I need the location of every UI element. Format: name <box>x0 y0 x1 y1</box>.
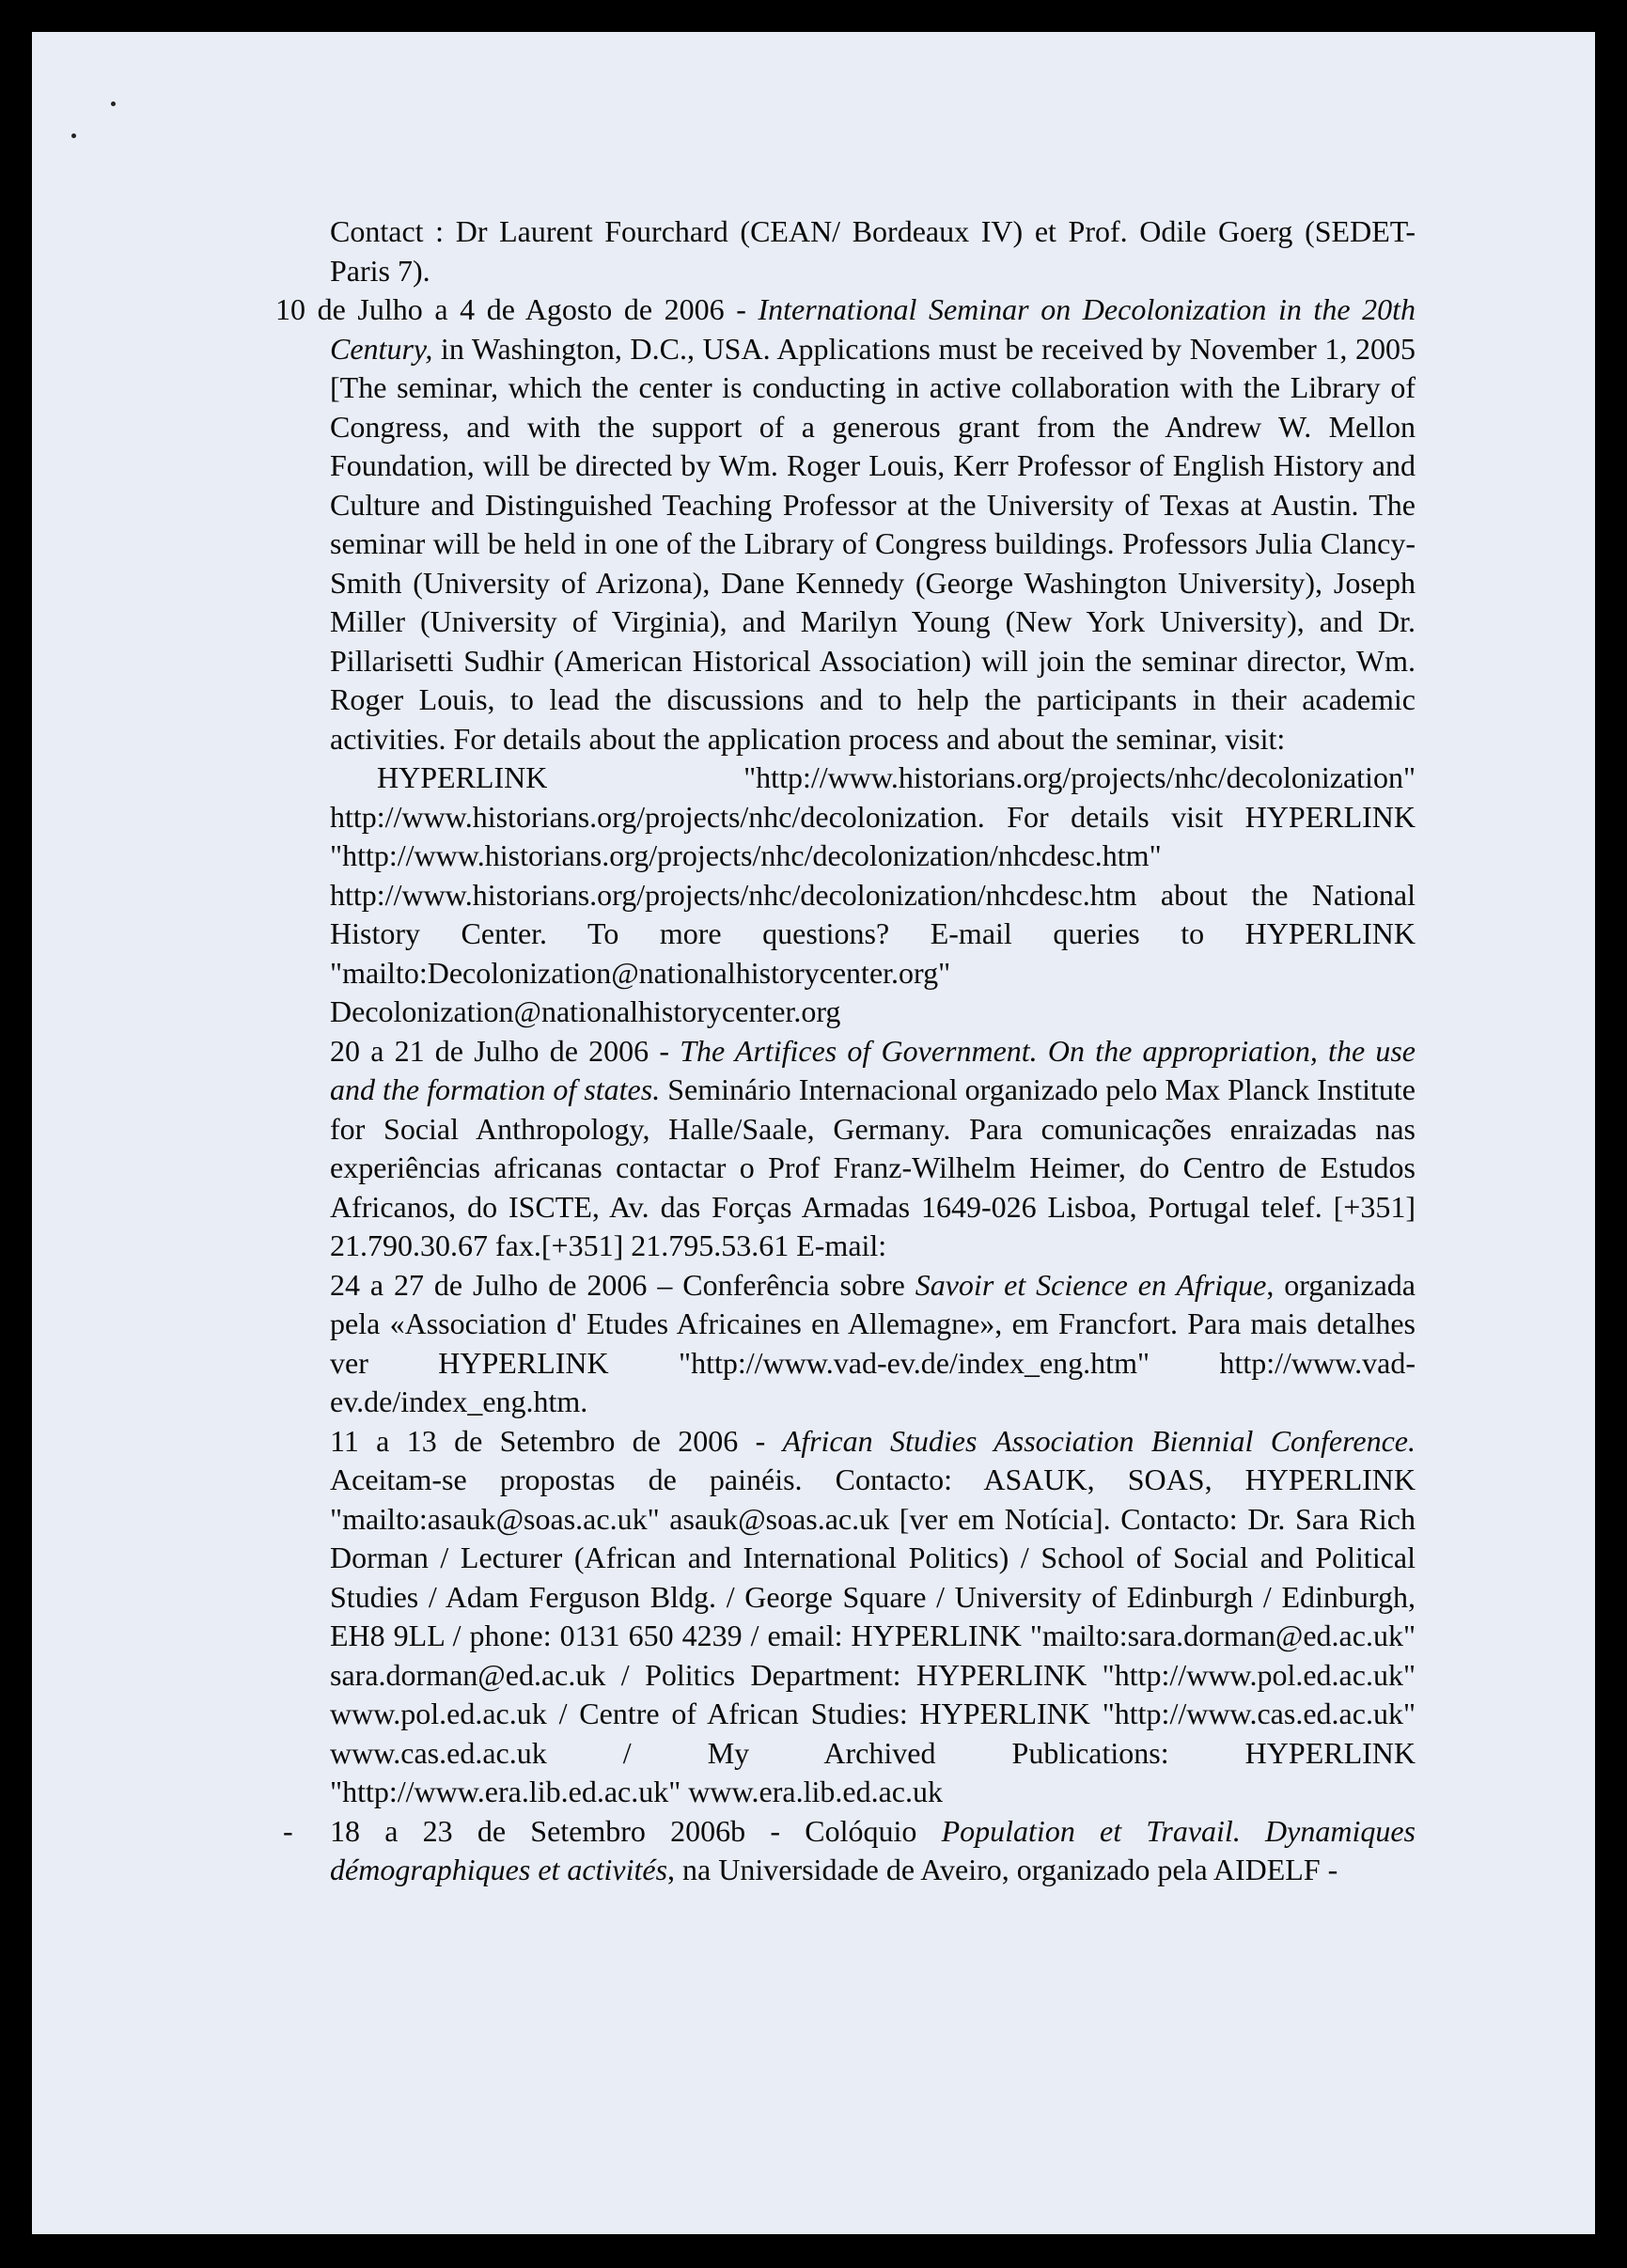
event-population-et-travail <box>283 1812 1416 1890</box>
contact-text: Contact : Dr Laurent Fourchard (CEAN/ Bordeaux IV) et Prof. Odile Goerg (SEDET-Paris 7). <box>330 214 1416 288</box>
event-savoir-et-science <box>330 1266 1416 1422</box>
event-description: , organizada pela «Association d' Etudes Africaines en Allemagne», em Francfort. Para mais detalhes ver HYPERLINK "http://www.vad-ev.de/index_eng.htm" http://www.vad-ev.de/index_eng.htm. <box>330 1267 1416 1418</box>
document-body <box>275 212 1416 1890</box>
list-dash: - <box>283 1813 293 1848</box>
event-asa-biennial-conference <box>330 1422 1416 1812</box>
event-title: Savoir et Science en Afrique <box>915 1267 1267 1302</box>
event-title: International Seminar on Decolonization in the 20th Century, <box>330 292 1416 366</box>
event-date: 20 a 21 de Julho de 2006 - <box>330 1033 681 1068</box>
event-title: The Artifices of Government. On the appropriation, the use and the formation of states. <box>330 1033 1416 1106</box>
event-date: 18 a 23 de Setembro 2006b - Colóquio <box>330 1813 942 1848</box>
event-artifices-of-government <box>330 1032 1416 1266</box>
event-date: 10 de Julho a 4 de Agosto de 2006 - <box>275 292 759 326</box>
event-decolonization-seminar <box>275 290 1416 759</box>
event-date: 24 a 27 de Julho de 2006 – Conferência sobre <box>330 1267 915 1302</box>
event-description: Aceitam-se propostas de painéis. Contacto: ASAUK, SOAS, HYPERLINK "mailto:asauk@soas.ac.uk" asauk@soas.ac.uk [ver em Notícia]. Contacto: Dr. Sara Rich Dorman / Lecturer (African and International Politics) / School of Social and Political Studies / Adam Ferguson Bldg. / George Square / University of Edinburgh / Edinburgh, EH8 9LL / phone: 0131 650 4239 / email: HYPERLINK "mailto:sara.dorman@ed.ac.uk" sara.dorman@ed.ac.uk / Politics Department: HYPERLINK "http://www.pol.ed.ac.uk" www.pol.ed.ac.uk / Centre of African Studies: HYPERLINK "http://www.cas.ed.ac.uk" www.cas.ed.ac.uk / My Archived Publications: HYPERLINK "http://www.era.lib.ed.ac.uk" www.era.lib.ed.ac.uk <box>330 1462 1416 1808</box>
event-links-paragraph <box>330 759 1416 1032</box>
event-links: HYPERLINK "http://www.historians.org/projects/nhc/decolonization" http://www.historians.org/projects/nhc/decolonization. For details visit HYPERLINK "http://www.historians.org/projects/nhc/decolonization/nhcdesc.htm" http://www.historians.org/projects/nhc/decolonization/nhcdesc.htm about the National History Center. To more questions? E-mail queries to HYPERLINK "mailto:Decolonization@nationalhistorycenter.org" Decolonization@nationalhistorycenter.org <box>330 760 1416 1028</box>
event-title: Population et Travail. Dynamiques démographiques et activités <box>330 1813 1416 1886</box>
scan-speck <box>111 102 116 106</box>
event-description: Seminário Internacional organizado pelo Max Planck Institute for Social Anthropology, Halle/Saale, Germany. Para comunicações enraizadas nas experiências africanas contactar o Prof Franz-Wilhelm Heimer, do Centro de Estudos Africanos, do ISCTE, Av. das Forças Armadas 1649-026 Lisboa, Portugal telef. [+351] 21.790.30.67 fax.[+351] 21.795.53.61 E-mail: <box>330 1072 1416 1262</box>
event-date: 11 a 13 de Setembro de 2006 - <box>330 1423 783 1458</box>
event-title: African Studies Association Biennial Conference. <box>782 1423 1416 1458</box>
event-description: in Washington, D.C., USA. Applications must be received by November 1, 2005 [The seminar, which the center is conducting in active collaboration with the Library of Congress, and with the support of a generous grant from the Andrew W. Mellon Foundation, will be directed by Wm. Roger Louis, Kerr Professor of English History and Culture and Distinguished Teaching Professor at the University of Texas at Austin. The seminar will be held in one of the Library of Congress buildings. Professors Julia Clancy-Smith (University of Arizona), Dane Kennedy (George Washington University), Joseph Miller (University of Virginia), and Marilyn Young (New York University), and Dr. Pillarisetti Sudhir (American Historical Association) will join the seminar director, Wm. Roger Louis, to lead the discussions and to help the participants in their academic activities. For details about the application process and about the seminar, visit: <box>330 331 1416 756</box>
event-description: , na Universidade de Aveiro, organizado pela AIDELF - <box>667 1853 1338 1886</box>
scan-speck <box>71 133 76 138</box>
contact-paragraph <box>330 212 1416 290</box>
